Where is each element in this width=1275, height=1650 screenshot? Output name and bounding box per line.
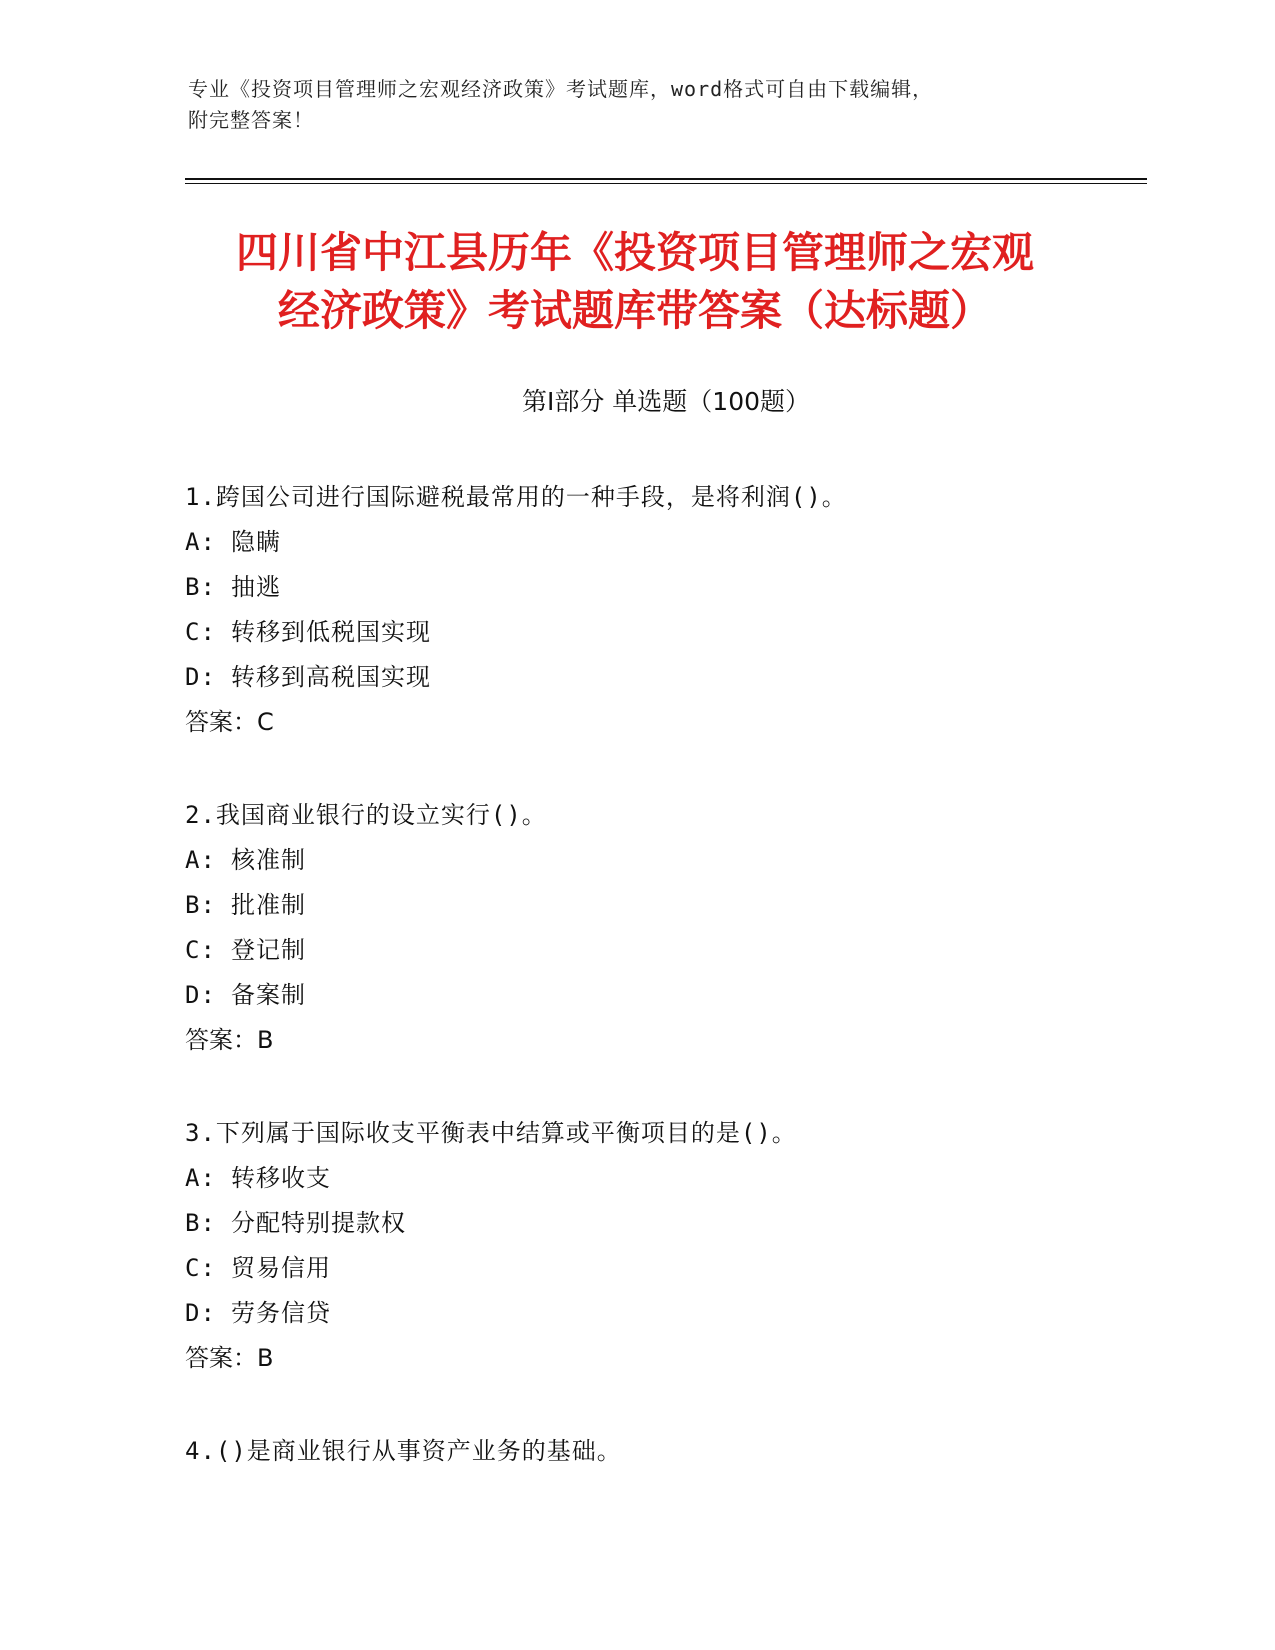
question-stem: 2.我国商业银行的设立实行()。 <box>185 801 547 829</box>
option-letter: A: <box>185 846 216 874</box>
option-letter: D: <box>185 663 216 691</box>
header-note-line-2: 附完整答案！ <box>188 108 314 132</box>
option-d <box>185 655 1145 700</box>
option-text: 隐瞒 <box>231 528 281 556</box>
option-b <box>185 883 1145 928</box>
option-letter: A: <box>185 1164 216 1192</box>
option-d <box>185 973 1145 1018</box>
option-letter: B: <box>185 1209 216 1237</box>
option-a <box>185 520 1145 565</box>
header-divider-thick <box>185 178 1147 180</box>
question-1 <box>185 475 1145 745</box>
question-3 <box>185 1111 1145 1381</box>
option-text: 贸易信用 <box>231 1254 331 1282</box>
option-letter: D: <box>185 981 216 1009</box>
document-title <box>185 224 1085 340</box>
document-title-line-1: 四川省中江县历年《投资项目管理师之宏观 <box>235 228 1034 277</box>
option-letter: B: <box>185 891 216 919</box>
option-text: 转移到低税国实现 <box>231 618 431 646</box>
option-c <box>185 928 1145 973</box>
option-letter: D: <box>185 1299 216 1327</box>
option-c <box>185 610 1145 655</box>
option-letter: B: <box>185 573 216 601</box>
option-text: 劳务信贷 <box>231 1299 331 1327</box>
option-letter: A: <box>185 528 216 556</box>
question-stem: 3.下列属于国际收支平衡表中结算或平衡项目的是()。 <box>185 1119 797 1147</box>
option-text: 备案制 <box>231 981 306 1009</box>
option-text: 登记制 <box>231 936 306 964</box>
question-stem: 4.()是商业银行从事资产业务的基础。 <box>185 1437 622 1465</box>
option-text: 抽逃 <box>231 573 281 601</box>
question-stem: 1.跨国公司进行国际避税最常用的一种手段，是将利润()。 <box>185 483 847 511</box>
option-letter: C: <box>185 618 216 646</box>
question-4 <box>185 1429 1145 1474</box>
option-text: 批准制 <box>231 891 306 919</box>
answer: 答案：C <box>185 708 274 736</box>
option-b <box>185 1201 1145 1246</box>
option-b <box>185 565 1145 610</box>
header-note <box>188 74 1088 136</box>
header-divider-thin <box>185 183 1147 184</box>
option-d <box>185 1291 1145 1336</box>
option-text: 分配特别提款权 <box>231 1209 406 1237</box>
answer: 答案：B <box>185 1344 274 1372</box>
option-text: 转移到高税国实现 <box>231 663 431 691</box>
option-letter: C: <box>185 1254 216 1282</box>
section-title: 第Ⅰ部分 单选题（100题） <box>521 387 811 416</box>
header-note-line-1: 专业《投资项目管理师之宏观经济政策》考试题库，word格式可自由下载编辑， <box>188 77 934 101</box>
question-2 <box>185 793 1145 1063</box>
option-a <box>185 838 1145 883</box>
option-text: 转移收支 <box>231 1164 331 1192</box>
question-list <box>185 475 1145 1522</box>
option-a <box>185 1156 1145 1201</box>
option-letter: C: <box>185 936 216 964</box>
option-c <box>185 1246 1145 1291</box>
answer: 答案：B <box>185 1026 274 1054</box>
document-title-line-2: 经济政策》考试题库带答案（达标题） <box>277 286 992 335</box>
option-text: 核准制 <box>231 846 306 874</box>
